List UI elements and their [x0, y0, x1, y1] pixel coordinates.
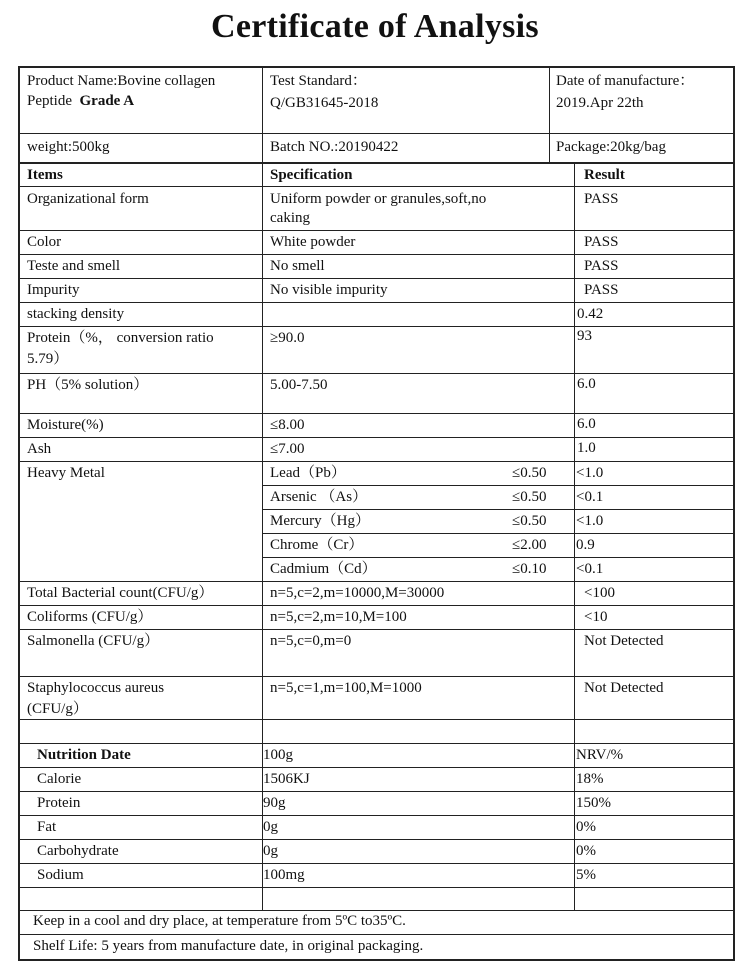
table-border — [18, 66, 735, 68]
metal-cadmium: Cadmium（Cd） — [270, 561, 377, 577]
column-header-result: Result — [584, 167, 625, 183]
item-staphylococcus: Staphylococcus aureus — [27, 680, 165, 696]
result-stacking-density: 0.42 — [577, 306, 604, 322]
metal-arsenic: Arsenic （As） — [270, 489, 368, 505]
result-taste-smell: PASS — [584, 258, 619, 274]
nutrition-nrv-header: NRV/% — [576, 747, 624, 763]
row-divider — [263, 533, 735, 534]
row-divider — [18, 719, 735, 720]
spec-protein: ≥90.0 — [270, 330, 305, 346]
nutrition-amount: 0g — [263, 843, 278, 859]
metal-mercury-limit: ≤0.50 — [512, 513, 547, 529]
result-ash: 1.0 — [577, 440, 596, 456]
row-divider — [18, 815, 735, 816]
nutrition-nrv: 0% — [576, 843, 596, 859]
row-divider — [18, 910, 735, 911]
metal-cadmium-result: <0.1 — [576, 561, 604, 577]
row-divider — [18, 863, 735, 864]
column-header-specification: Specification — [270, 167, 353, 183]
nutrition-nrv: 18% — [576, 771, 604, 787]
batch-number: Batch NO.:20190422 — [270, 139, 399, 155]
row-divider — [18, 437, 735, 438]
item-impurity: Impurity — [27, 282, 80, 298]
product-name: Product Name:Bovine collagen — [27, 73, 216, 89]
result-total-bacterial: <100 — [584, 585, 615, 601]
result-impurity: PASS — [584, 282, 619, 298]
nutrition-name: Sodium — [37, 867, 84, 883]
row-divider — [18, 743, 735, 744]
spec-moisture: ≤8.00 — [270, 417, 305, 433]
item-ph: PH（5% solution） — [27, 377, 149, 393]
spec-total-bacterial: n=5,c=2,m=10000,M=30000 — [270, 585, 445, 601]
product-grade: Grade A — [79, 93, 135, 109]
column-divider — [262, 162, 263, 910]
row-divider — [18, 605, 735, 606]
row-divider — [18, 887, 735, 888]
weight: weight:500kg — [27, 139, 110, 155]
metal-arsenic-limit: ≤0.50 — [512, 489, 547, 505]
item-protein: Protein（%， conversion ratio — [27, 330, 214, 346]
manufacture-date-label: Date of manufacture： — [556, 73, 695, 89]
table-border — [18, 959, 735, 961]
metal-chrome-result: 0.9 — [576, 537, 595, 553]
row-divider — [18, 676, 735, 677]
manufacture-date-value: 2019.Apr 22th — [556, 95, 644, 111]
metal-chrome-limit: ≤2.00 — [512, 537, 547, 553]
nutrition-nrv: 0% — [576, 819, 596, 835]
item-stacking-density: stacking density — [27, 306, 125, 322]
row-divider — [18, 581, 735, 582]
row-divider — [18, 767, 735, 768]
column-divider — [549, 66, 550, 162]
column-divider — [574, 162, 575, 910]
spec-ash: ≤7.00 — [270, 441, 305, 457]
row-divider — [18, 839, 735, 840]
row-divider — [18, 254, 735, 255]
table-border — [18, 66, 20, 961]
package: Package:20kg/bag — [556, 139, 666, 155]
result-salmonella: Not Detected — [584, 633, 664, 649]
item-salmonella: Salmonella (CFU/g） — [27, 633, 160, 649]
document-title: Certificate of Analysis — [211, 8, 539, 45]
spec-taste-smell: No smell — [270, 258, 325, 274]
result-ph: 6.0 — [577, 376, 596, 392]
metal-cadmium-limit: ≤0.10 — [512, 561, 547, 577]
storage-note: Keep in a cool and dry place, at temperature from 5ºC to35ºC. — [33, 913, 406, 929]
nutrition-name: Carbohydrate — [37, 843, 119, 859]
shelf-life-note: Shelf Life: 5 years from manufacture date, in original packaging. — [33, 938, 424, 954]
metal-lead-result: <1.0 — [576, 465, 604, 481]
result-protein: 93 — [577, 328, 592, 344]
test-standard-value: Q/GB31645-2018 — [270, 95, 379, 111]
row-divider — [18, 278, 735, 279]
table-border — [733, 66, 735, 961]
nutrition-amount: 1506KJ — [263, 771, 310, 787]
item-heavy-metal: Heavy Metal — [27, 465, 105, 481]
result-color: PASS — [584, 234, 619, 250]
item-coliforms: Coliforms (CFU/g） — [27, 609, 153, 625]
product-name-suffix: Peptide — [27, 93, 72, 109]
nutrition-amount: 90g — [263, 795, 286, 811]
row-divider — [263, 557, 735, 558]
item-protein-cont: 5.79） — [27, 351, 69, 367]
row-divider — [18, 373, 735, 374]
row-divider — [18, 133, 735, 134]
row-divider — [18, 413, 735, 414]
nutrition-header: Nutrition Date — [37, 747, 131, 763]
item-moisture: Moisture(%) — [27, 417, 104, 433]
result-organizational-form: PASS — [584, 191, 619, 207]
metal-arsenic-result: <0.1 — [576, 489, 604, 505]
item-taste-smell: Teste and smell — [27, 258, 121, 274]
row-divider — [18, 934, 735, 935]
metal-lead: Lead（Pb） — [270, 465, 346, 481]
spec-staphylococcus: n=5,c=1,m=100,M=1000 — [270, 680, 422, 696]
item-total-bacterial: Total Bacterial count(CFU/g） — [27, 585, 214, 601]
spec-organizational-form-cont: caking — [270, 210, 310, 226]
row-divider — [18, 629, 735, 630]
row-divider — [18, 186, 735, 187]
spec-color: White powder — [270, 234, 356, 250]
column-header-items: Items — [27, 167, 63, 183]
result-coliforms: <10 — [584, 609, 608, 625]
spec-ph: 5.00-7.50 — [270, 377, 328, 393]
spec-salmonella: n=5,c=0,m=0 — [270, 633, 352, 649]
item-staphylococcus-cont: (CFU/g） — [27, 701, 88, 717]
row-divider — [18, 230, 735, 231]
test-standard-label: Test Standard： — [270, 73, 367, 89]
nutrition-name: Fat — [37, 819, 57, 835]
row-divider — [18, 461, 735, 462]
row-divider — [18, 326, 735, 327]
column-divider — [262, 66, 263, 162]
nutrition-nrv: 5% — [576, 867, 596, 883]
spec-impurity: No visible impurity — [270, 282, 388, 298]
metal-lead-limit: ≤0.50 — [512, 465, 547, 481]
nutrition-amount: 0g — [263, 819, 278, 835]
row-divider — [18, 162, 735, 164]
row-divider — [18, 791, 735, 792]
nutrition-per: 100g — [263, 747, 293, 763]
row-divider — [18, 302, 735, 303]
nutrition-nrv: 150% — [576, 795, 611, 811]
item-ash: Ash — [27, 441, 52, 457]
result-staphylococcus: Not Detected — [584, 680, 664, 696]
metal-mercury-result: <1.0 — [576, 513, 604, 529]
row-divider — [263, 509, 735, 510]
row-divider — [263, 485, 735, 486]
metal-chrome: Chrome（Cr） — [270, 537, 364, 553]
product-name-line2 — [27, 92, 134, 111]
result-moisture: 6.0 — [577, 416, 596, 432]
nutrition-name: Calorie — [37, 771, 82, 787]
metal-mercury: Mercury（Hg） — [270, 513, 370, 529]
item-organizational-form: Organizational form — [27, 191, 149, 207]
spec-organizational-form: Uniform powder or granules,soft,no — [270, 191, 487, 207]
nutrition-amount: 100mg — [263, 867, 305, 883]
item-color: Color — [27, 234, 62, 250]
spec-coliforms: n=5,c=2,m=10,M=100 — [270, 609, 407, 625]
nutrition-name: Protein — [37, 795, 81, 811]
